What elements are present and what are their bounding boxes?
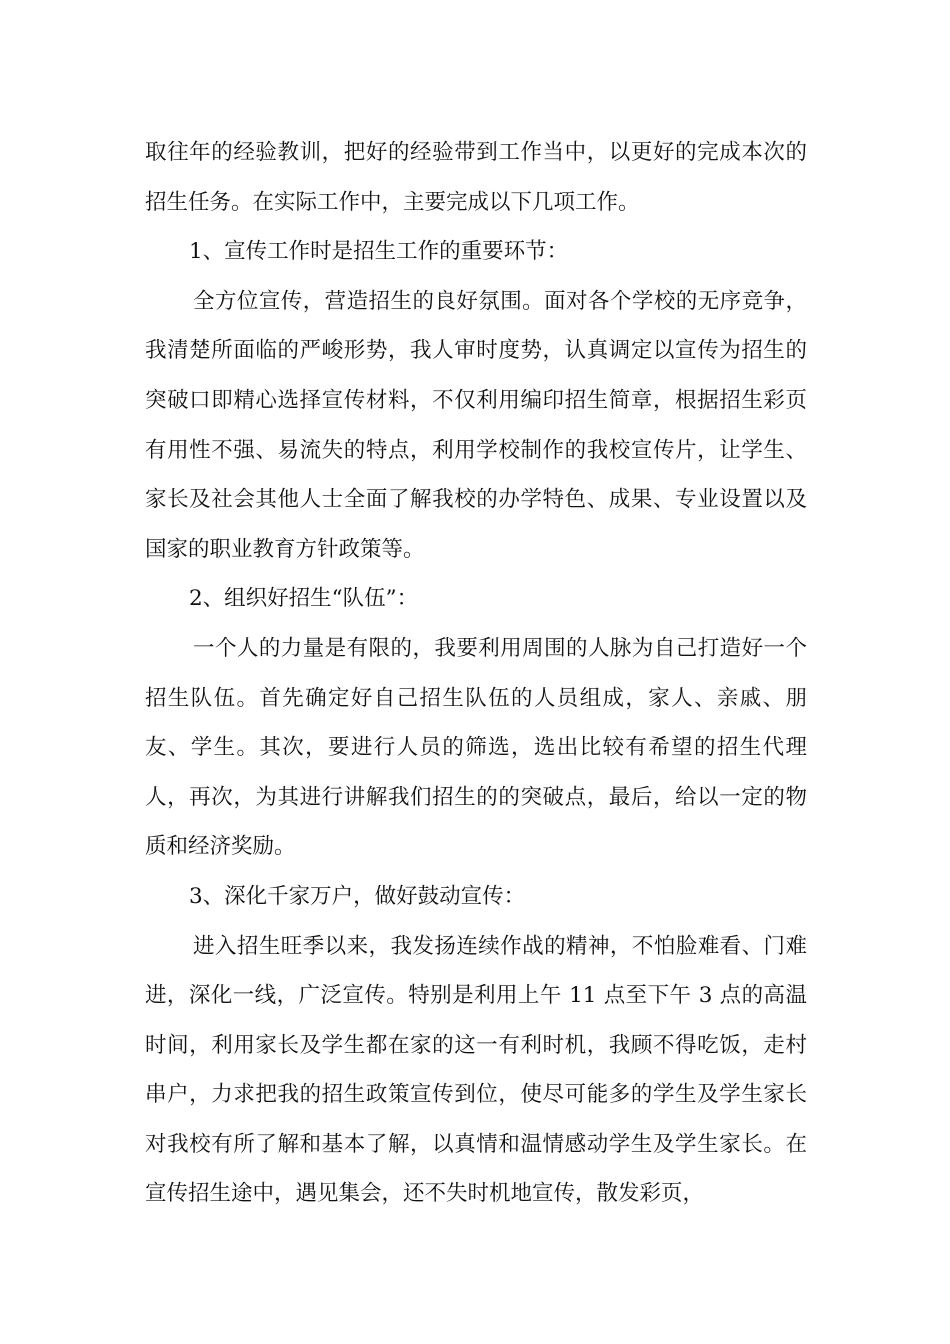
document-body [145,128,807,1219]
section-heading-team: 2、组织好招生“队伍”： [189,586,419,612]
paragraph-publicity: 全方位宣传，营造招生的良好氛围。面对各个学校的无序竞争，我清楚所面临的严峻形势，我人审时度势，认真调定以宣传为招生的突破口即精心选择宣传材料，不仅利用编印招生简章，根据招生彩页有用性不强、易流失的特点，利用学校制作的我校宣传片，让学生、家长及社会其他人士全面了解我校的办学特色、成果、专业设置以及国家的职业教育方针政策等。 [145,288,807,562]
paragraph-continuation: 取往年的经验教训，把好的经验带到工作当中，以更好的完成本次的招生任务。在实际工作中，主要完成以下几项工作。 [145,140,807,215]
paragraph-households: 进入招生旺季以来，我发扬连续作战的精神，不怕脸难看、门难进，深化一线，广泛宣传。特别是利用上午 11 点至下午 3 点的高温时间，利用家长及学生都在家的这一有利时机，我顾不得吃饭，走村串户，力求把我的招生政策宣传到位，使尽可能多的学生及学生家长对我校有所了解和基本了解，以真情和温情感动学生及学生家长。在宣传招生途中，遇见集会，还不失时机地宣传，散发彩页， [145,933,807,1207]
section-heading-households: 3、深化千家万户，做好鼓动宣传： [189,883,526,909]
section-heading-publicity: 1、宣传工作时是招生工作的重要环节： [189,239,569,265]
paragraph-team: 一个人的力量是有限的，我要利用周围的人脉为自己打造好一个招生队伍。首先确定好自己招生队伍的人员组成，家人、亲戚、朋友、学生。其次，要进行人员的筛选，选出比较有希望的招生代理人，再次，为其进行讲解我们招生的的突破点，最后，给以一定的物质和经济奖励。 [145,635,807,860]
